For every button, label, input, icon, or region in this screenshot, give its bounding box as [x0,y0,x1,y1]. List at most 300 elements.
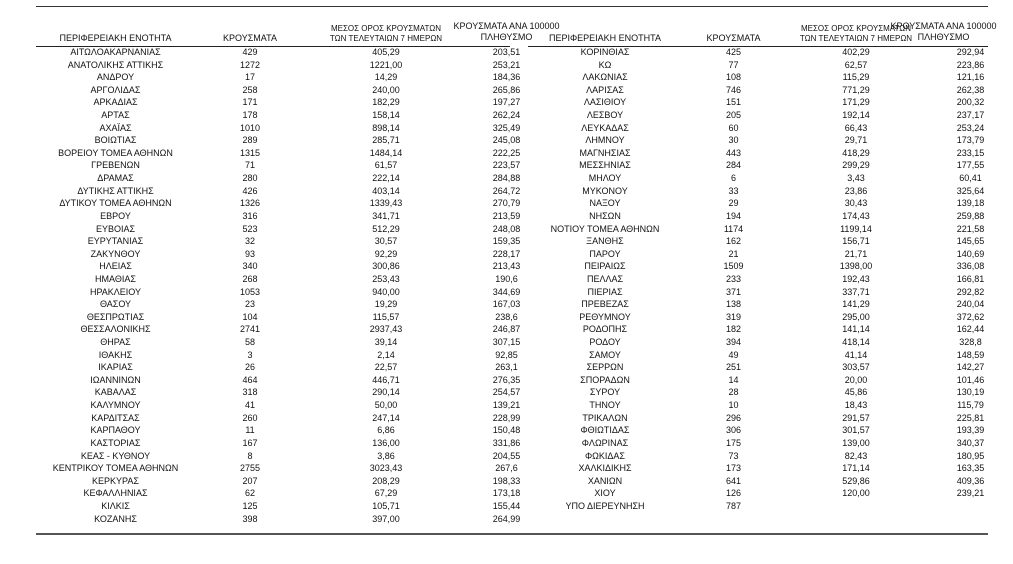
cases-cell: 425 [725,47,742,57]
cases-cell: 1010 [239,122,261,133]
table-row [36,386,546,399]
table-row [528,122,1013,135]
region-cell: ΚΕΦΑΛΛΗΝΙΑΣ [83,488,148,499]
avg-7day-cell: 92,29 [374,248,398,259]
avg-7day-cell: 247,14 [372,412,400,423]
avg-7day-cell: 156,71 [842,236,870,247]
table-row [528,197,1013,210]
avg-7day-cell: 19,29 [374,299,398,310]
cases-cell: 316 [242,210,258,221]
cases-cell: 205 [725,110,742,121]
cases-cell: 167 [242,437,258,448]
table-row [528,185,1013,198]
cases-cell: 71 [244,160,255,171]
region-cell: ΣΕΡΡΩΝ [586,362,624,373]
table-row [36,286,546,299]
cases-cell: 32 [244,236,255,247]
per-100k-cell: 92,85 [495,349,518,360]
avg-7day-cell: 299,29 [842,160,870,171]
table-row [528,59,1013,72]
table-row [36,487,546,500]
cases-cell: 14 [728,374,739,385]
left-table-body [36,46,546,525]
per-100k-cell: 213,59 [492,210,521,221]
header-avg-line2: ΤΩΝ ΤΕΛΕΥΤΑΙΩΝ 7 ΗΜΕΡΩΝ [799,34,913,43]
per-100k-cell: 177,55 [956,160,985,171]
avg-7day-cell: 405,29 [372,47,400,57]
cases-cell: 104 [242,311,258,322]
cases-cell: 58 [244,337,255,348]
table-row [36,84,546,97]
cases-cell: 33 [728,185,739,196]
region-cell: ΠΙΕΡΙΑΣ [587,286,623,297]
per-100k-cell: 60,41 [959,173,982,184]
cases-cell: 194 [725,210,742,221]
per-100k-cell: 139,21 [492,400,521,411]
table-row [36,223,546,236]
header-per-line2: ΠΛΗΘΥΣΜΟ [480,32,533,42]
per-100k-cell: 228,17 [492,248,521,259]
cases-cell: 138 [725,299,742,310]
cases-cell: 641 [725,475,742,486]
table-row [528,298,1013,311]
per-100k-cell: 240,04 [956,299,985,310]
avg-7day-cell: 182,29 [372,97,400,108]
cases-cell: 29 [728,198,739,209]
avg-7day-cell: 141,29 [842,299,870,310]
region-cell: ΙΩΑΝΝΙΝΩΝ [90,374,141,385]
per-100k-cell: 101,46 [956,374,985,385]
per-100k-cell: 325,49 [492,122,521,133]
header-avg-line2: ΤΩΝ ΤΕΛΕΥΤΑΙΩΝ 7 ΗΜΕΡΩΝ [329,34,443,43]
table-row [36,235,546,248]
cases-cell: 73 [728,450,739,461]
table-row [528,84,1013,97]
region-cell: ΕΥΒΟΙΑΣ [95,223,136,234]
avg-7day-cell: 141,14 [842,324,870,335]
cases-cell: 251 [725,362,742,373]
region-cell: ΡΟΔΟΠΗΣ [582,324,628,335]
cases-cell: 26 [244,362,255,373]
avg-7day-cell: 171,29 [842,97,870,108]
avg-7day-cell: 898,14 [372,122,400,133]
cases-cell: 10 [728,400,739,411]
per-100k-cell: 253,21 [492,59,521,70]
cases-cell: 28 [728,387,739,398]
region-cell: ΤΡΙΚΑΛΩΝ [582,412,628,423]
table-row [528,412,1013,425]
avg-7day-cell: 21,71 [844,248,868,259]
cases-cell: 319 [725,311,742,322]
cases-cell: 1315 [239,147,261,158]
avg-7day-cell: 115,57 [372,311,400,322]
avg-7day-cell: 285,71 [372,135,400,146]
region-cell: ΚΑΣΤΟΡΙΑΣ [90,437,141,448]
avg-7day-cell: 418,29 [842,147,870,158]
right-table-body [528,46,1013,513]
table-row [528,399,1013,412]
region-cell: ΒΟΡΕΙΟΥ ΤΟΜΕΑ ΑΘΗΝΩΝ [58,147,173,158]
region-cell: ΑΝΔΡΟΥ [96,72,135,83]
region-cell: ΗΡΑΚΛΕΙΟΥ [89,286,142,297]
region-cell: ΤΗΝΟΥ [589,400,621,411]
table-row [528,424,1013,437]
avg-7day-cell: 1221,00 [369,59,403,70]
avg-7day-cell: 3,86 [377,450,395,461]
table-row [528,336,1013,349]
cases-cell: 260 [242,412,258,423]
table-row [528,248,1013,261]
per-100k-cell: 331,86 [492,437,521,448]
region-cell: ΛΑΡΙΣΑΣ [586,84,624,95]
per-100k-cell: 372,62 [956,311,985,322]
region-cell: ΜΑΓΝΗΣΙΑΣ [579,147,631,158]
avg-7day-cell: 253,43 [372,273,400,284]
per-100k-cell: 148,59 [956,349,985,360]
per-100k-cell: 121,16 [956,72,985,83]
table-row [528,210,1013,223]
cases-cell: 398 [242,513,258,524]
cases-cell: 108 [725,72,742,83]
cases-cell: 280 [242,173,258,184]
avg-7day-cell: 120,00 [842,488,870,499]
region-cell: ΚΑΛΥΜΝΟΥ [90,400,141,411]
region-cell: ΚΟΖΑΝΗΣ [94,513,137,524]
per-100k-cell: 213,43 [492,261,521,272]
per-100k-cell: 239,21 [956,488,985,499]
cases-cell: 787 [725,500,742,511]
per-100k-cell: 344,69 [492,286,521,297]
avg-7day-cell: 403,14 [372,185,400,196]
table-row [36,147,546,160]
avg-7day-cell: 192,14 [842,110,870,121]
cases-cell: 746 [725,84,742,95]
region-cell: ΣΠΟΡΑΔΩΝ [580,374,630,385]
header-avg-line1: ΜΕΣΟΣ ΟΡΟΣ ΚΡΟΥΣΜΑΤΩΝ [800,24,912,33]
table-row [528,374,1013,387]
avg-7day-cell: 512,29 [372,223,400,234]
per-100k-cell: 336,08 [956,261,985,272]
header-cases-right: ΚΡΟΥΣΜΑΤΑ [706,33,761,43]
table-row [528,235,1013,248]
table-row [36,412,546,425]
region-cell: ΝΑΞΟΥ [589,198,621,209]
cases-cell: 1509 [723,261,744,272]
avg-7day-cell: 771,29 [842,84,870,95]
cases-cell: 3 [247,349,253,360]
region-cell: ΚΑΡΠΑΘΟΥ [90,425,141,436]
region-cell: ΛΕΥΚΑΔΑΣ [581,122,629,133]
region-cell: ΔΥΤΙΚΟΥ ΤΟΜΕΑ ΑΘΗΝΩΝ [59,198,172,209]
cases-cell: 1272 [239,59,261,70]
cases-cell: 443 [725,147,742,158]
table-row [528,172,1013,185]
avg-7day-cell: 301,57 [842,425,870,436]
table-row [36,172,546,185]
header-per-line1: ΚΡΟΥΣΜΑΤΑ ΑΝΑ 100000 [453,21,560,31]
table-row [36,374,546,387]
table-row [36,462,546,475]
region-cell: ΣΑΜΟΥ [589,349,621,360]
avg-7day-cell: 139,00 [842,437,870,448]
region-cell: ΕΥΡΥΤΑΝΙΑΣ [87,236,144,247]
table-row [528,96,1013,109]
region-cell: ΧΑΛΚΙΔΙΚΗΣ [578,463,632,474]
avg-7day-cell: 402,29 [842,47,870,57]
cases-cell: 268 [242,273,258,284]
avg-7day-cell: 22,57 [374,362,398,373]
cases-cell: 171 [242,97,258,108]
per-100k-cell: 238,6 [495,311,518,322]
region-cell: ΑΧΑΪΑΣ [99,122,132,133]
per-100k-cell: 167,03 [492,299,521,310]
table-row [36,71,546,84]
table-row [528,487,1013,500]
avg-7day-cell: 529,86 [842,475,870,486]
avg-7day-cell: 174,43 [842,210,870,221]
per-100k-cell: 253,24 [956,122,985,133]
table-row [36,46,546,59]
per-100k-cell: 130,19 [956,387,985,398]
per-100k-cell: 307,15 [492,337,521,348]
per-100k-cell: 259,88 [956,210,985,221]
cases-cell: 41 [244,400,255,411]
table-row [528,361,1013,374]
per-100k-cell: 225,81 [956,412,985,423]
cases-cell: 182 [725,324,742,335]
per-100k-cell: 184,36 [492,72,521,83]
avg-7day-cell: 82,43 [844,450,868,461]
region-cell: ΚΩ [598,59,612,70]
table-row [528,223,1013,236]
cases-cell: 289 [242,135,258,146]
table-row [528,109,1013,122]
header-region-right: ΠΕΡΙΦΕΡΕΙΑΚΗ ΕΝΟΤΗΤΑ [548,33,662,43]
table-row [528,134,1013,147]
table-row [36,424,546,437]
table-row [528,286,1013,299]
per-100k-cell: 159,35 [492,236,521,247]
avg-7day-cell: 1484,14 [369,147,403,158]
table-row [36,260,546,273]
avg-7day-cell: 61,57 [374,160,398,171]
cases-cell: 23 [244,299,255,310]
table-row [36,349,546,362]
cases-cell: 178 [242,110,258,121]
cases-cell: 207 [242,475,258,486]
region-cell: ΞΑΝΘΗΣ [586,236,624,247]
table-row [36,513,546,526]
per-100k-cell: 262,38 [956,84,985,95]
avg-7day-cell: 1339,43 [369,198,403,209]
table-row [36,210,546,223]
avg-7day-cell: 45,86 [844,387,868,398]
table-row [528,71,1013,84]
region-cell: ΡΕΘΥΜΝΟΥ [579,311,631,322]
top-rule [36,6,988,7]
region-cell: ΕΒΡΟΥ [100,210,131,221]
per-100k-cell: 115,79 [957,400,984,411]
avg-7day-cell: 136,00 [372,437,400,448]
table-row [36,185,546,198]
region-cell: ΚΕΡΚΥΡΑΣ [92,475,139,486]
avg-7day-cell: 291,57 [842,412,870,423]
cases-cell: 1326 [239,198,261,209]
region-cell: ΑΡΓΟΛΙΔΑΣ [90,84,141,95]
avg-7day-cell: 1199,14 [840,223,872,234]
avg-7day-cell: 3,43 [847,173,865,184]
cases-cell: 30 [728,135,739,146]
region-cell: ΠΡΕΒΕΖΑΣ [581,299,629,310]
cases-cell: 523 [242,223,258,234]
header-avg-left [305,24,467,44]
avg-7day-cell: 30,57 [374,236,398,247]
avg-7day-cell: 446,71 [372,374,400,385]
per-100k-cell: 246,87 [492,324,521,335]
table-row [528,260,1013,273]
per-100k-cell: 145,65 [956,236,985,247]
per-100k-cell: 173,18 [492,488,521,499]
cases-cell: 62 [244,488,255,499]
avg-7day-cell: 14,29 [374,72,398,83]
table-row [528,159,1013,172]
avg-7day-cell: 240,00 [372,84,400,95]
avg-7day-cell: 29,71 [844,135,868,146]
per-100k-cell: 263,1 [495,362,518,373]
avg-7day-cell: 295,00 [842,311,870,322]
region-cell: ΜΥΚΟΝΟΥ [582,185,628,196]
per-100k-cell: 222,25 [492,147,521,158]
per-100k-cell: 203,51 [492,47,521,57]
cases-cell: 1174 [723,223,744,234]
per-100k-cell: 237,17 [956,110,985,121]
table-row [528,323,1013,336]
per-100k-cell: 328,8 [959,337,982,348]
region-cell: ΙΘΑΚΗΣ [98,349,133,360]
table-row [36,336,546,349]
per-100k-cell: 265,86 [492,84,521,95]
table-row [36,311,546,324]
per-100k-cell: 276,35 [492,374,521,385]
region-cell: ΝΟΤΙΟΥ ΤΟΜΕΑ ΑΘΗΝΩΝ [550,223,660,234]
region-cell: ΠΑΡΟΥ [589,248,621,259]
region-cell: ΜΕΣΣΗΝΙΑΣ [579,160,631,171]
per-100k-cell: 254,57 [492,387,521,398]
cases-cell: 306 [725,425,742,436]
cases-cell: 60 [728,122,739,133]
table-row [528,475,1013,488]
region-cell: ΑΝΑΤΟΛΙΚΗΣ ΑΤΤΙΚΗΣ [67,59,164,70]
cases-cell: 125 [242,500,258,511]
per-100k-cell: 155,44 [492,500,521,511]
avg-7day-cell: 3023,43 [369,463,403,474]
region-cell: ΦΩΚΙΔΑΣ [585,450,625,461]
region-cell: ΧΙΟΥ [594,488,616,499]
table-row [36,500,546,513]
region-cell: ΛΑΚΩΝΙΑΣ [582,72,628,83]
cases-cell: 162 [725,236,742,247]
table-row [36,134,546,147]
per-100k-cell: 264,72 [492,185,521,196]
avg-7day-cell: 222,14 [372,173,400,184]
avg-7day-cell: 290,14 [372,387,400,398]
table-row [36,248,546,261]
region-cell: ΓΡΕΒΕΝΩΝ [91,160,140,171]
per-100k-cell: 284,88 [492,173,521,184]
table-row [528,147,1013,160]
region-cell: ΚΕΑΣ - ΚΥΘΝΟΥ [80,450,151,461]
avg-7day-cell: 341,71 [372,210,400,221]
region-cell: ΛΗΜΝΟΥ [585,135,625,146]
per-100k-cell: 197,27 [492,97,521,108]
table-row [36,273,546,286]
avg-7day-cell: 208,29 [372,475,400,486]
avg-7day-cell: 30,43 [844,198,868,209]
cases-cell: 429 [242,47,258,57]
avg-7day-cell: 171,14 [842,463,870,474]
region-cell: ΦΘΙΩΤΙΔΑΣ [580,425,630,436]
per-100k-cell: 193,39 [956,425,985,436]
per-100k-cell: 270,79 [492,198,521,209]
per-100k-cell: 198,33 [492,475,521,486]
per-100k-cell: 162,44 [956,324,985,335]
cases-cell: 2741 [239,324,261,335]
table-row [528,462,1013,475]
avg-7day-cell: 337,71 [842,286,870,297]
table-row [528,273,1013,286]
cases-cell: 258 [242,84,258,95]
region-cell: ΥΠΟ ΔΙΕΡΕΥΝΗΣΗ [565,500,645,511]
header-cases-left: ΚΡΟΥΣΜΑΤΑ [223,33,277,43]
region-cell: ΗΛΕΙΑΣ [99,261,132,272]
table-row [528,450,1013,463]
per-100k-cell: 200,32 [956,97,985,108]
avg-7day-cell: 115,29 [842,72,870,83]
cases-cell: 93 [244,248,255,259]
cases-cell: 126 [725,488,742,499]
table-row [36,450,546,463]
table-row [528,500,1013,513]
avg-7day-cell: 6,86 [377,425,395,436]
avg-7day-cell: 2937,43 [369,324,403,335]
cases-cell: 175 [725,437,742,448]
avg-7day-cell: 303,57 [842,362,870,373]
region-cell: ΘΑΣΟΥ [99,299,132,310]
region-cell: ΚΕΝΤΡΙΚΟΥ ΤΟΜΕΑ ΑΘΗΝΩΝ [52,463,179,474]
header-avg-line1: ΜΕΣΟΣ ΟΡΟΣ ΚΡΟΥΣΜΑΤΩΝ [330,24,442,33]
cases-cell: 21 [728,248,739,259]
table-row [36,437,546,450]
cases-cell: 284 [725,160,742,171]
avg-7day-cell: 418,14 [842,337,870,348]
per-100k-cell: 173,79 [956,135,985,146]
per-100k-cell: 409,36 [956,475,985,486]
avg-7day-cell: 1398,00 [839,261,873,272]
cases-cell: 394 [725,337,742,348]
avg-7day-cell: 158,14 [372,110,400,121]
cases-cell: 2755 [239,463,261,474]
cases-cell: 77 [728,59,739,70]
per-100k-cell: 262,24 [492,110,521,121]
table-row [36,96,546,109]
table-row [528,386,1013,399]
cases-cell: 371 [725,286,742,297]
avg-7day-cell: 50,00 [374,400,398,411]
avg-7day-cell: 2,14 [377,349,395,360]
table-row [36,197,546,210]
cases-cell: 49 [728,349,739,360]
per-100k-cell: 140,69 [956,248,985,259]
